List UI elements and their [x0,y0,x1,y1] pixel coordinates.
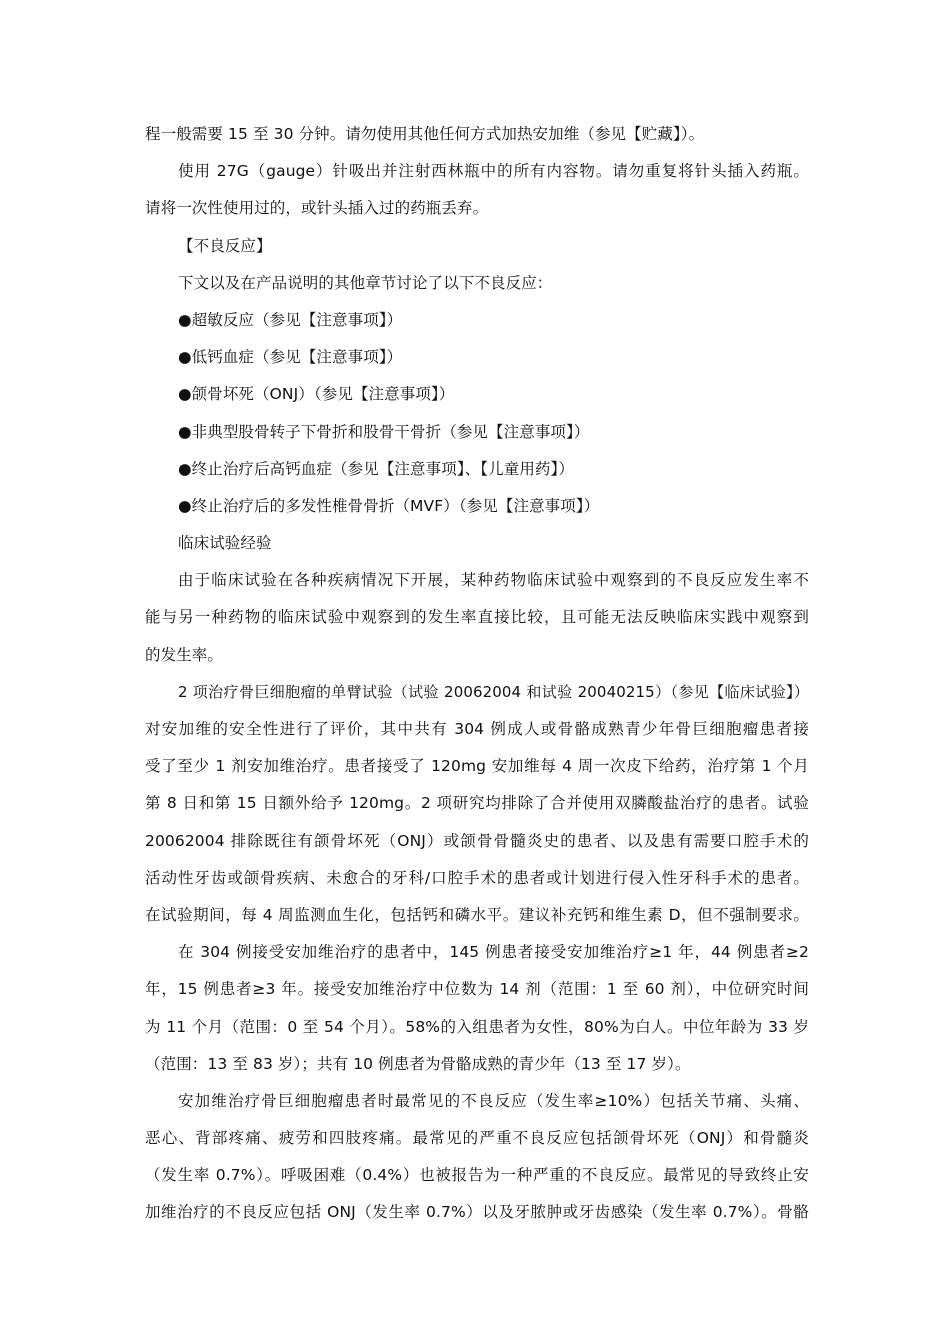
text-line: 使用 27G（gauge）针吸出并注射西林瓶中的所有内容物。请勿重复将针头插入药瓶。 [178,162,809,181]
section-heading-adverse-reactions: 【不良反应】 [178,236,272,255]
text-line: 20062004 排除既往有颌骨坏死（ONJ）或颌骨骨髓炎史的患者、以及患有需要口腔手术的 [145,831,809,850]
text-line: 程一般需要 15 至 30 分钟。请勿使用其他任何方式加热安加维（参见【贮藏】）。 [145,125,705,143]
document-page [145,116,809,1232]
bullet-item: ●终止治疗后的多发性椎骨骨折（MVF）（参见【注意事项】） [178,496,600,515]
text-line: 在 304 例接受安加维治疗的患者中，145 例患者接受安加维治疗≥1 年，44 例患者≥2 [178,943,809,962]
text-line: 活动性牙齿或颌骨疾病、未愈合的牙科/口腔手术的患者或计划进行侵入性牙科手术的患者。 [145,868,809,887]
bullet-item: ●低钙血症（参见【注意事项】） [178,348,403,367]
text-line: 下文以及在产品说明的其他章节讨论了以下不良反应： [178,273,553,292]
text-line: 恶心、背部疼痛、疲劳和四肢疼痛。最常见的严重不良反应包括颌骨坏死（ONJ）和骨髓炎 [145,1129,809,1148]
bullet-item: ●颌骨坏死（ONJ）（参见【注意事项】） [178,385,455,404]
text-line: 安加维治疗骨巨细胞瘤患者时最常见的不良反应（发生率≥10%）包括关节痛、头痛、 [178,1091,809,1110]
bullet-item: ●终止治疗后高钙血症（参见【注意事项】、【儿童用药】） [178,459,574,478]
subsection-heading-clinical-trial-experience: 临床试验经验 [178,534,272,553]
text-line: 为 11 个月（范围：0 至 54 个月）。58%的入组患者为女性，80%为白人。中位年龄为 33 岁 [145,1017,809,1036]
text-line: 的发生率。 [145,645,224,664]
text-line: 由于临床试验在各种疾病情况下开展，某种药物临床试验中观察到的不良反应发生率不 [178,571,809,590]
text-line: 在试验期间，每 4 周监测血生化，包括钙和磷水平。建议补充钙和维生素 D，但不强制要求。 [145,905,809,924]
text-line: 第 8 日和第 15 日额外给予 120mg。2 项研究均排除了合并使用双膦酸盐治疗的患者。试验 [145,794,809,813]
text-line: 请将一次性使用过的，或针头插入过的药瓶丢弃。 [145,199,489,218]
text-line: （发生率 0.7%）。呼吸困难（0.4%）也被报告为一种严重的不良反应。最常见的导致终止安 [145,1166,809,1185]
bullet-item: ●超敏反应（参见【注意事项】） [178,310,403,329]
text-line: 2 项治疗骨巨细胞瘤的单臂试验（试验 20062004 和试验 20040215）（参见【临床试验】） [178,682,809,701]
text-line: 能与另一种药物的临床试验中观察到的发生率直接比较，且可能无法反映临床实践中观察到 [145,608,809,627]
text-line: （范围：13 至 83 岁）；共有 10 例患者为骨骼成熟的青少年（13 至 17 岁）。 [145,1054,691,1073]
text-line: 加维治疗的不良反应包括 ONJ（发生率 0.7%）以及牙脓肿或牙齿感染（发生率 0.7%）。骨骼 [145,1203,809,1222]
text-line: 受了至少 1 剂安加维治疗。患者接受了 120mg 安加维每 4 周一次皮下给药，治疗第 1 个月 [145,757,809,776]
text-line: 年，15 例患者≥3 年。接受安加维治疗中位数为 14 剂（范围：1 至 60 剂），中位研究时间 [145,980,809,999]
text-line: 对安加维的安全性进行了评价，其中共有 304 例成人或骨骼成熟青少年骨巨细胞瘤患者接 [145,720,809,738]
bullet-item: ●非典型股骨转子下骨折和股骨干骨折（参见【注意事项】） [178,422,590,441]
